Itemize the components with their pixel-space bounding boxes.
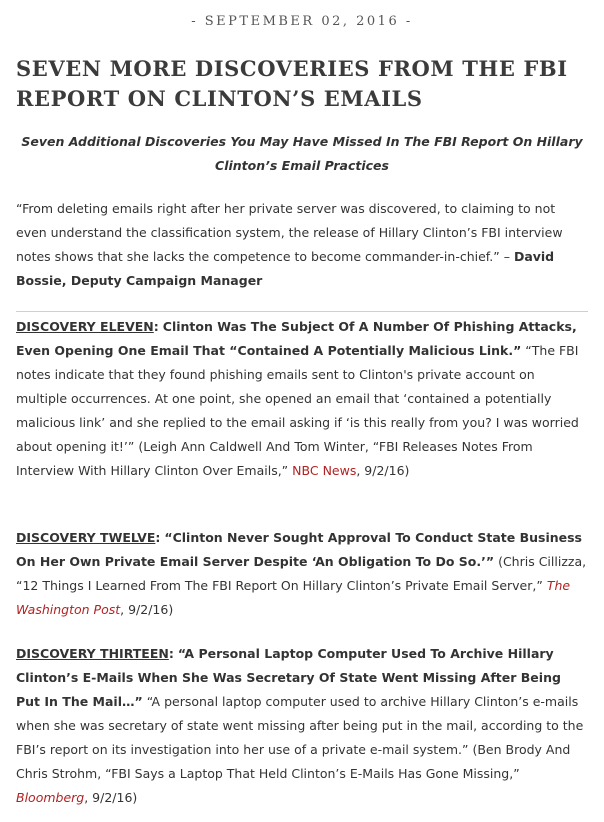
label-colon: :	[155, 530, 161, 545]
post-title: SEVEN MORE DISCOVERIES FROM THE FBI REPORT ON CLINTON’S EMAILS	[16, 56, 568, 111]
pull-quote	[16, 197, 588, 293]
source-link-washington-post[interactable]: The Washington Post	[16, 578, 571, 617]
discovery-body: “The FBI notes indicate that they found phishing emails sent to Clinton's private account on multiple occurrences. At one point, she opened an email that ‘contained a potentially malicious link’ and she replied to the email asking if ‘is this really from you? I was worried about opening it!’” (Leigh Ann Caldwell And Tom Winter, “FBI Releases Notes From Interview With Hillary Clinton Over Emails,”	[16, 343, 579, 478]
citation-date: , 9/2/16)	[120, 602, 174, 617]
discovery-eleven	[16, 315, 588, 483]
discovery-thirteen	[16, 642, 588, 810]
citation-date: , 9/2/16)	[84, 790, 138, 805]
post-subtitle: Seven Additional Discoveries You May Have Missed In The FBI Report On Hillary Clinton’s Email Practices	[21, 134, 583, 173]
discovery-headline: “Clinton Never Sought Approval To Conduct State Business On Her Own Private Email Server Despite ‘An Obligation To Do So.’”	[16, 530, 582, 569]
section-divider	[16, 311, 588, 312]
discovery-body: (Chris Cillizza, “12 Things I Learned From The FBI Report On Hillary Clinton’s Private Email Server,”	[16, 554, 587, 593]
discovery-label: DISCOVERY TWELVE	[16, 530, 156, 545]
discovery-body: “A personal laptop computer used to archive Hillary Clinton’s e-mails when she was secretary of state went missing after being put in the mail, according to the FBI’s report on its investigation into her use of a private e-mail system.” (Ben Brody And Chris Strohm, “FBI Says a Laptop That Held Clinton’s E-Mails Has Gone Missing,”	[16, 694, 584, 781]
source-link-bloomberg[interactable]: Bloomberg	[16, 790, 85, 805]
discovery-twelve	[16, 526, 588, 622]
discovery-headline: Clinton Was The Subject Of A Number Of Phishing Attacks, Even Opening One Email That “Contained A Potentially Malicious Link.”	[16, 319, 577, 358]
discovery-headline: “A Personal Laptop Computer Used To Archive Hillary Clinton’s E-Mails When She Was Secretary Of State Went Missing After Being Put In The Mail…”	[16, 646, 561, 709]
discovery-label: DISCOVERY THIRTEEN	[16, 646, 169, 661]
quote-text: “From deleting emails right after her private server was discovered, to claiming to not even understand the classification system, the release of Hillary Clinton’s FBI interview notes shows that she lacks the competence to become commander-in-chief.” –	[16, 201, 563, 264]
discovery-label: DISCOVERY ELEVEN	[16, 319, 154, 334]
label-colon: :	[168, 646, 174, 661]
post-date: - SEPTEMBER 02, 2016 -	[191, 14, 413, 29]
quote-attribution: David Bossie, Deputy Campaign Manager	[16, 249, 555, 288]
label-colon: :	[153, 319, 159, 334]
source-link-nbc-news[interactable]: NBC News	[292, 463, 357, 478]
citation-date: , 9/2/16)	[356, 463, 410, 478]
